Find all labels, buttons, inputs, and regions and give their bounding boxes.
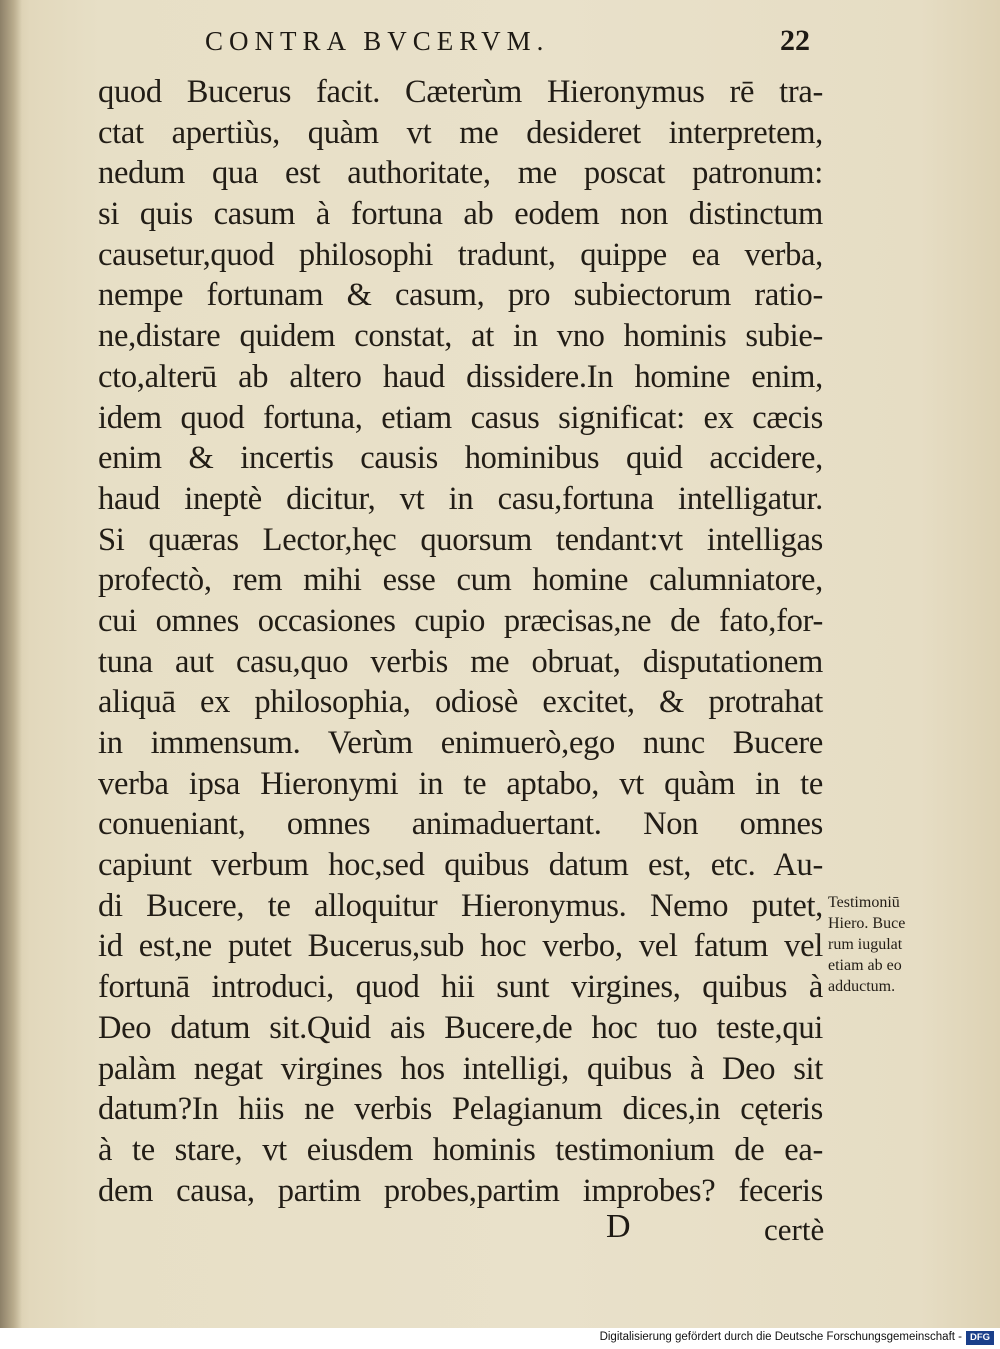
- text-line: di Bucere, te alloquitur Hieronymus. Nemo putet,: [98, 887, 823, 924]
- digitization-footer: [0, 1328, 1000, 1349]
- text-line: causetur,quod philosophi tradunt, quippe ea verba,: [98, 236, 823, 273]
- text-line: Deo datum sit.Quid ais Bucere,de hoc tuo teste,qui: [98, 1009, 823, 1046]
- text-line: cui omnes occasiones cupio præcisas,ne de fato,for-: [98, 602, 823, 639]
- page-gutter-shadow: [0, 0, 22, 1328]
- margin-note-line: rum iugulat: [828, 936, 903, 953]
- text-line: tuna aut casu,quo verbis me obruat, disputationem: [98, 643, 823, 680]
- signature-mark: D: [606, 1208, 631, 1245]
- text-line: Si quæras Lector,hęc quorsum tendant:vt intelligas: [98, 521, 823, 558]
- text-line: fortunā introduci, quod hii sunt virgines, quibus à: [98, 969, 823, 1006]
- text-line: conueniant, omnes animaduertant. Non omnes: [98, 806, 823, 843]
- catchword: certè: [764, 1212, 825, 1247]
- funding-credit: Digitalisierung gefördert durch die Deutsche Forschungsgemeinschaft -: [599, 1331, 962, 1343]
- text-line: haud ineptè dicitur, vt in casu,fortuna intelligatur.: [98, 480, 823, 517]
- margin-note-line: Testimoniū: [828, 894, 900, 911]
- dfg-logo-icon: DFG: [966, 1331, 994, 1345]
- page-number: 22: [780, 24, 810, 57]
- text-line: ne,distare quidem constat, at in vno hominis subie-: [98, 318, 823, 355]
- text-line: verba ipsa Hieronymi in te aptabo, vt quàm in te: [98, 765, 823, 802]
- text-line: enim & incertis causis hominibus quid accidere,: [98, 440, 823, 477]
- text-line: profectò, rem mihi esse cum homine calumniatore,: [98, 562, 823, 599]
- margin-note-line: Hiero. Buce: [828, 915, 906, 932]
- text-line: palàm negat virgines hos intelligi, quibus à Deo sit: [98, 1050, 823, 1087]
- text-line: à te stare, vt eiusdem hominis testimonium de ea-: [98, 1131, 823, 1168]
- text-line: idem quod fortuna, etiam casus significat: ex cæcis: [98, 399, 823, 436]
- text-line: in immensum. Verùm enimuerò,ego nunc Bucere: [98, 725, 823, 761]
- text-line: quod Bucerus facit. Cæterùm Hieronymus rē tra-: [98, 74, 823, 110]
- body-text: [98, 72, 823, 1211]
- text-line: capiunt verbum hoc,sed quibus datum est, etc. Au-: [98, 847, 823, 884]
- margin-note: [828, 892, 946, 997]
- running-title: CONTRA BVCERVM.: [205, 26, 550, 56]
- text-line: cto,alterū ab altero haud dissidere.In homine enim,: [98, 358, 823, 395]
- text-line: dem causa, partim probes,partim improbes? feceris: [98, 1172, 823, 1209]
- text-line: ctat apertiùs, quàm vt me desideret interpretem,: [98, 114, 823, 151]
- text-line: nedum qua est authoritate, me poscat patronum:: [98, 155, 823, 192]
- text-line: id est,ne putet Bucerus,sub hoc verbo, vel fatum vel: [98, 928, 823, 965]
- margin-note-line: adductum.: [828, 978, 896, 995]
- text-line: aliquā ex philosophia, odiosè excitet, & protrahat: [98, 684, 823, 721]
- text-line: si quis casum à fortuna ab eodem non distinctum: [98, 196, 823, 233]
- margin-note-line: etiam ab eo: [828, 957, 902, 974]
- text-line: datum?In hiis ne verbis Pelagianum dices,in cęteris: [98, 1091, 823, 1128]
- text-line: nempe fortunam & casum, pro subiectorum ratio-: [98, 277, 823, 314]
